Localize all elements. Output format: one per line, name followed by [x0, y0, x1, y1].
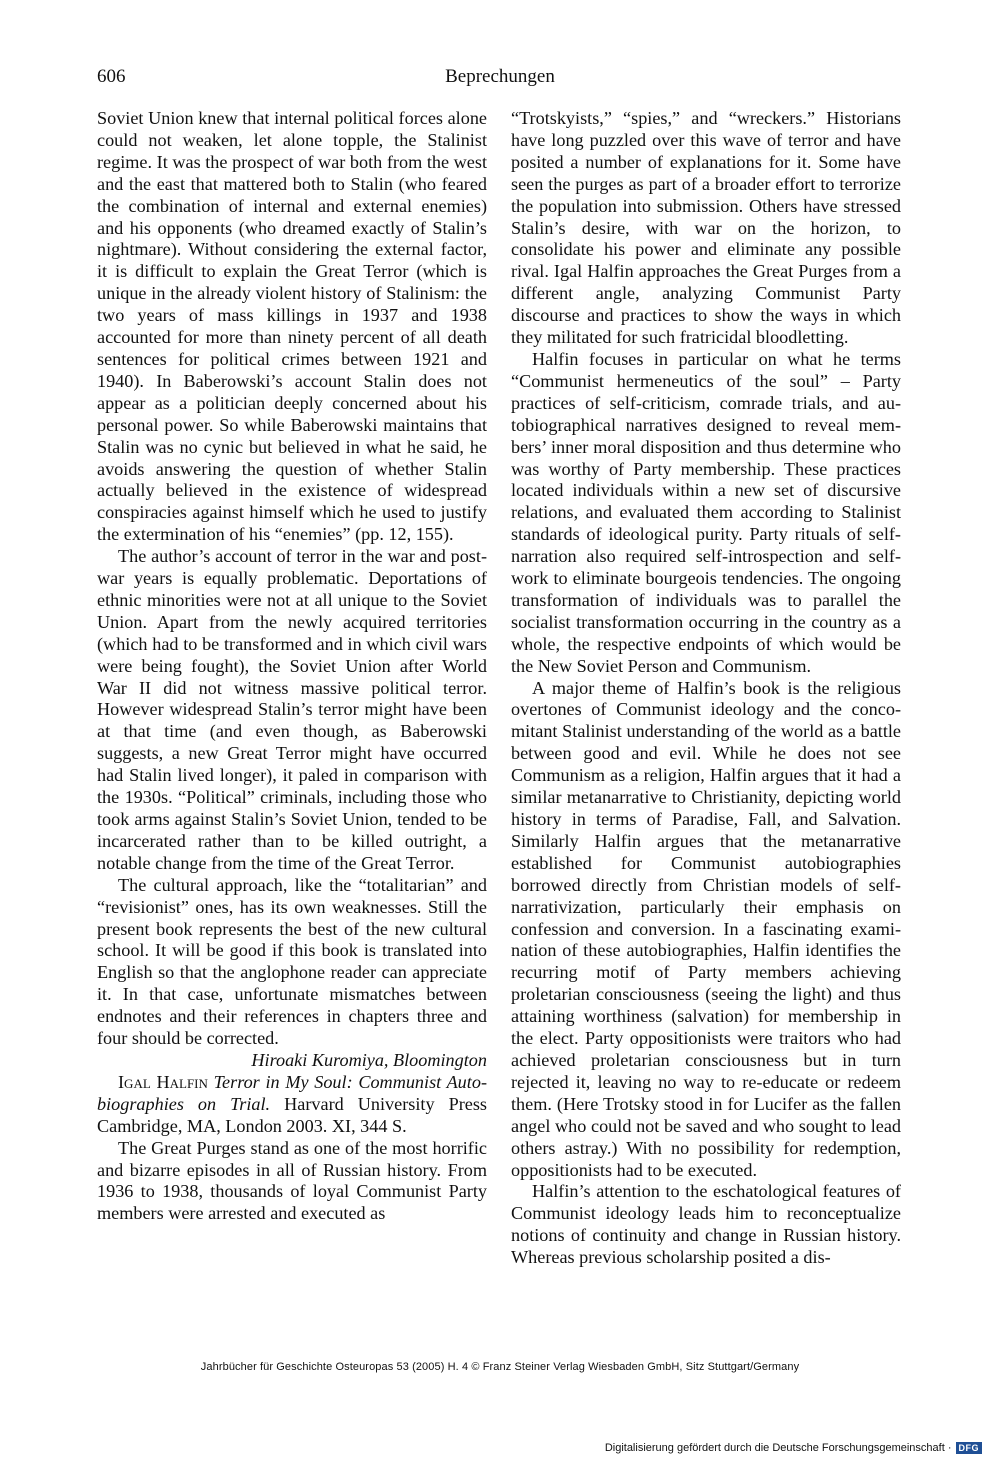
paragraph: Halfin focuses in particular on what he terms “Communist hermeneutics of the soul” – Party practices of self-criticism, comrade trials, and autobiographical narratives designed to reveal members’ inner moral disposition and thus determine who was worthy of Party membership. These practices located individuals within a new set of discursive relations, and evaluated them according to Stalinist standards of ideological purity. Party rituals of self-narration also required self-introspection and self-work to eliminate bourgeois tendencies. The ongoing transformation of individuals was to parallel the socialist transformation occurring in the country as a whole, the respective endpoints of which would be the New Soviet Person and Communism. — [511, 348, 901, 676]
paragraph: The cultural approach, like the “totalitarian” and “revisionist” ones, has its own weaknesses. Still the present book represents the best of the new cultural school. It will be good if this book is translated into English so that the anglophone reader can appreciate it. In that case, unfortunate mismatches between endnotes and their references in chapters three and four should be corrected. — [97, 874, 487, 1049]
citation-title: Terror in My Soul: Communist Autobiographies on Trial. — [97, 1071, 487, 1114]
dfg-logo: DFG — [956, 1442, 983, 1454]
digitization-text: Digitalisierung gefördert durch die Deutsche Forschungsgemeinschaft · — [604, 1442, 952, 1454]
running-head: Beprechungen — [445, 66, 555, 87]
paragraph: Halfin’s attention to the eschatological features of Communist ideology leads him to reconceptualize notions of continuity and change in Russian history. Whereas previous scholarship posited a dis- — [511, 1181, 901, 1268]
page-number: 606 — [97, 66, 126, 87]
paragraph: A major theme of Halfin’s book is the religious overtones of Communist ideology and the concomitant Stalinist understanding of the world as a battle between good and evil. While he does not see Communism as a religion, Halfin argues that it had a similar metanarrative to Christianity, depicting world history in terms of Paradise, Fall, and Salvation. Similarly Halfin argues that the metanarrative established for Communist autobiographies borrowed directly from Christian models of self-narrativization, particularly their emphasis on confession and conversion. In a fascinating examination of these autobiographies, Halfin identifies the recurring motif of Party members achieving proletarian consciousness (seeing the light) and thus attaining worthiness (salvation) for membership in the elect. Party oppositionists were traitors who had achieved proletarian consciousness but in turn rejected it, leaving no way to re-educate or redeem them. (Here Trotsky stood in for Lucifer as the fallen angel who could not be saved and who sought to lead others astray.) With no possibility for redemption, oppositionists had to be executed. — [511, 677, 901, 1180]
paragraph: Soviet Union knew that internal political forces alone could not weaken, let alone topple, the Stalinist regime. It was the prospect of war both from the west and the east that mattered both to Stalin (who feared the combination of internal and external enemies) and his opponents (who dreamed exactly of Stalin’s nightmare). Without considering the external factor, it is difficult to explain the Great Terror (which is unique in the already violent history of Stalinism: the two years of mass killings in 1937 and 1938 accounted for more than ninety percent of all death sentences for political crimes between 1921 and 1940). In Baberowski’s account Stalin does not appear as a politician deeply concerned about his personal power. So while Baberowski maintains that Stalin was no cynic but believed in what he said, he avoids answering the question of whether Stalin actually believed in the existence of widespread conspiracies against himself which he used to justify the extermination of his “enemies” (pp. 12, 155). — [97, 108, 487, 545]
citation-publisher: Harvard University Press Cambridge, MA, London 2003. XI, 344 S. — [97, 1093, 487, 1136]
page-header — [97, 66, 903, 96]
left-column — [97, 108, 487, 1225]
right-column — [511, 108, 901, 1269]
reviewer-signature: Hiroaki Kuromiya, Bloomington — [251, 1049, 487, 1070]
digitization-note — [605, 1442, 982, 1454]
journal-footer: Jahrbücher für Geschichte Osteuropas 53 (2005) H. 4 © Franz Steiner Verlag Wiesbaden GmbH, Sitz Stuttgart/Germany — [200, 1361, 800, 1373]
book-citation — [97, 1072, 487, 1138]
citation-author: Igal Halfin — [118, 1071, 208, 1092]
paragraph: “Trotskyists,” “spies,” and “wreckers.” Historians have long puzzled over this wave of terror and have posited a number of explanations for it. Some have seen the purges as part of a broader effort to terrorize the population into submission. Others have stressed Stalin’s desire, with war on the horizon, to consolidate his power and eliminate any possible rival. Igal Halfin approaches the Great Purges from a different angle, analyzing Communist Party discourse and practices to show the ways in which they militated for such fratricidal bloodletting. — [511, 108, 901, 348]
paragraph: The Great Purges stand as one of the most horrific and bizarre episodes in all of Russian history. From 1936 to 1938, thousands of loyal Communist Party members were arrested and executed as — [97, 1137, 487, 1224]
paragraph: The author’s account of terror in the war and post-war years is equally problematic. Deportations of ethnic minorities were not at all unique to the Soviet Union. Apart from the newly acquired territories (which had to be transformed and in which civil wars were being fought), the Soviet Union after World War II did not witness massive political terror. However widespread Stalin’s terror might have been at that time (and even though, as Baberowski suggests, a new Great Terror might have occurred had Stalin lived longer), it paled in comparison with the 1930s. “Political” criminals, including those who took arms against Stalin’s Soviet Union, tended to be incarcerated rather than to be killed outright, a notable change from the time of the Great Terror. — [97, 546, 487, 873]
